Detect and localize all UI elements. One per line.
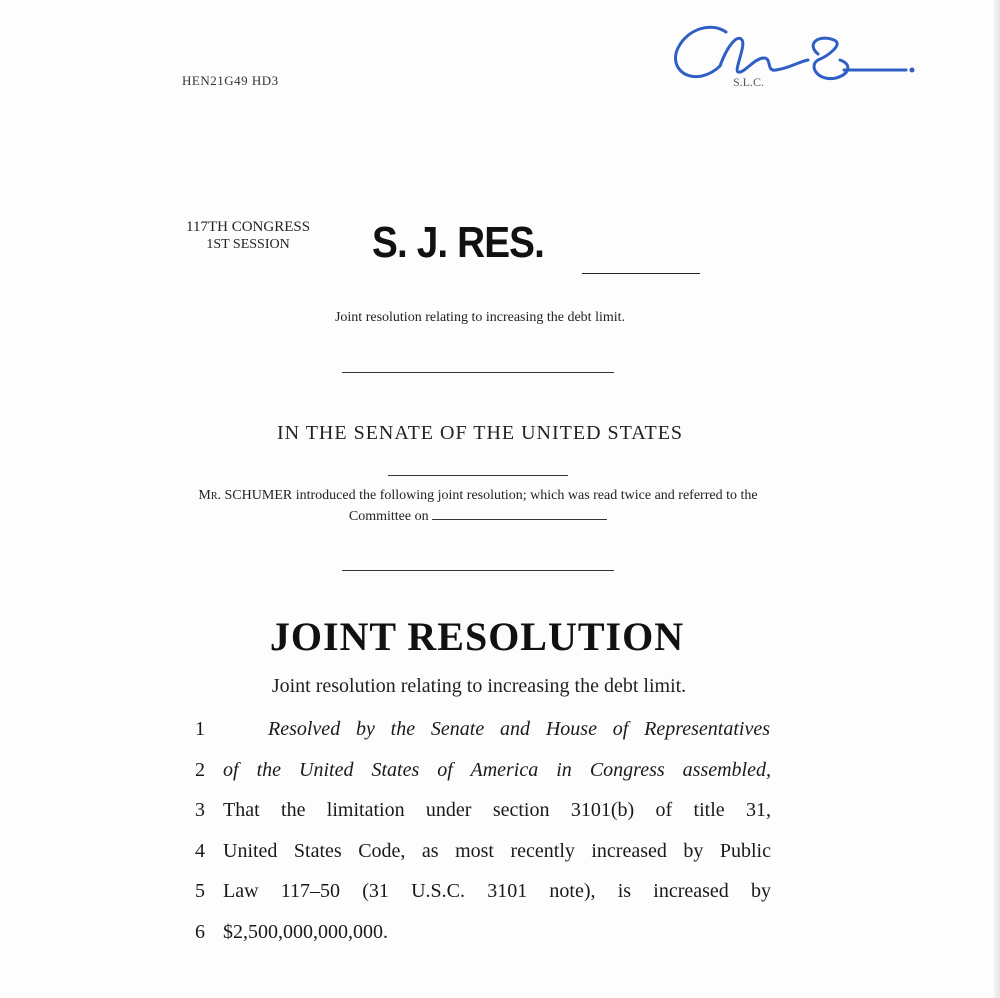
line-text: Law 117–50 (31 U.S.C. 3101 note), is increased by: [223, 880, 771, 902]
committee-blank: [432, 507, 607, 520]
line-text: $2,500,000,000,000.: [223, 920, 388, 943]
introduction-statement: [188, 485, 768, 527]
page-edge-shadow: [994, 0, 1000, 998]
divider-rule: [342, 372, 614, 373]
divider-rule-short: [388, 475, 568, 476]
session-label: 1ST SESSION: [206, 237, 290, 252]
bill-type: S. J. RES.: [372, 218, 544, 267]
body-line: [190, 880, 790, 921]
congress-session-block: [186, 219, 310, 253]
handwritten-signature: [668, 14, 918, 94]
introduction-text: introduced the following joint resolution; which was read twice and referred to the Committee on: [295, 488, 758, 524]
divider-rule: [342, 570, 614, 571]
congress-label: 117TH CONGRESS: [186, 219, 311, 235]
body-line: [190, 840, 790, 881]
line-text: of the United States of America in Congress assembled,: [223, 758, 771, 781]
body-line: [190, 718, 790, 759]
line-text: Resolved by the Senate and House of Representatives: [268, 718, 770, 740]
line-number: 1: [195, 718, 205, 740]
slc-mark: S.L.C.: [733, 75, 765, 89]
body-line: [190, 921, 790, 962]
sponsor-name: Mr. SCHUMER: [198, 488, 293, 503]
long-title: Joint resolution relating to increasing the debt limit.: [271, 675, 687, 697]
line-number: 4: [195, 839, 205, 862]
resolution-heading: JOINT RESOLUTION: [269, 614, 685, 659]
line-number: 6: [195, 920, 205, 943]
document-id: HEN21G49 HD3: [182, 73, 279, 88]
resolution-body: [190, 718, 790, 961]
chamber-heading: IN THE SENATE OF THE UNITED STATES: [276, 422, 684, 444]
short-title: Joint resolution relating to increasing the debt limit.: [334, 310, 626, 325]
line-number: 2: [195, 758, 205, 781]
body-line: [190, 799, 790, 840]
line-number: 3: [195, 799, 205, 821]
line-text: United States Code, as most recently increased by Public: [223, 839, 771, 862]
body-line: [190, 759, 790, 800]
line-number: 5: [195, 880, 205, 902]
line-text: That the limitation under section 3101(b) of title 31,: [223, 799, 771, 821]
bill-number-blank: [582, 273, 700, 274]
